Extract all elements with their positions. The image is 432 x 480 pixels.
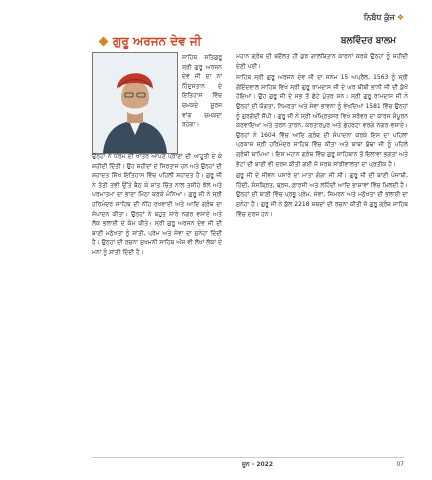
page-number: 07 xyxy=(396,461,404,468)
author-photo xyxy=(92,52,178,154)
article-right-column xyxy=(236,52,408,452)
article-left-column xyxy=(92,152,222,452)
right-paragraph-1: ਮਹਾਨ ਗ੍ਰੰਥ ਦੀ ਬਦੌਲਤ ਹੀ ਕੁਝ ਗਾਲਬਿਤਾਨ ਕਾਰਨਾਂ ਕਰਕੇ ਉਨ੍ਹਾਂ ਨੂੰ ਸ਼ਹੀਦੀ ਦੇਣੀ ਪਈ। xyxy=(236,53,408,70)
author-name: ਬਲਵਿੰਦਰ ਬਾਲਮ xyxy=(340,36,396,46)
left-column-paragraph: ਉਨ੍ਹਾਂ ਨੇ ਧਰਮ ਦੀ ਖਾਤਰ ਆਪਣੇ ਪ੍ਰਾਣਾਂ ਦੀ ਆਹੂਤੀ ਦੇ ਕੇ ਸ਼ਹੀਦੀ ਦਿੱਤੀ। ਉਹ ਸ਼ਹੀਦਾਂ ਦੇ ਸਿਰਤਾਜ ਹਨ ਅਤੇ ਉਨ੍ਹਾਂ ਦੀ ਸ਼ਹਾਦਤ ਸਿੱਖ ਇਤਿਹਾਸ ਵਿੱਚ ਪਹਿਲੀ ਸ਼ਹਾਦਤ ਹੈ। ਗੁਰੂ ਜੀ ਨੇ ਤੱਤੀ ਤਵੀ ਉੱਤੇ ਬੈਠ ਕੇ ਸ਼ਾਂਤ ਚਿੱਤ ਨਾਲ ਤਸੀਹੇ ਝੱਲੇ ਅਤੇ ਪਰਮਾਤਮਾ ਦਾ ਭਾਣਾ ਮਿੱਠਾ ਕਰਕੇ ਮੰਨਿਆ। ਗੁਰੂ ਜੀ ਨੇ ਸ੍ਰੀ ਹਰਿਮੰਦਰ ਸਾਹਿਬ ਦੀ ਨੀਂਹ ਰਖਵਾਈ ਅਤੇ ਆਦਿ ਗ੍ਰੰਥ ਦਾ ਸੰਪਾਦਨ ਕੀਤਾ। ਉਨ੍ਹਾਂ ਨੇ ਬਹੁਤ ਸਾਰੇ ਨਗਰ ਵਸਾਏ ਅਤੇ ਲੋਕ ਭਲਾਈ ਦੇ ਕੰਮ ਕੀਤੇ। ਸ੍ਰੀ ਗੁਰੂ ਅਰਜਨ ਦੇਵ ਜੀ ਦੀ ਬਾਣੀ ਮਨੁੱਖਤਾ ਨੂੰ ਸ਼ਾਂਤੀ, ਪ੍ਰੇਮ ਅਤੇ ਸੇਵਾ ਦਾ ਸੁਨੇਹਾ ਦਿੰਦੀ ਹੈ। ਉਨ੍ਹਾਂ ਦੀ ਰਚਨਾ ਸੁਖਮਨੀ ਸਾਹਿਬ ਅੱਜ ਵੀ ਲੱਖਾਂ ਲੋਕਾਂ ਦੇ ਮਨਾਂ ਨੂੰ ਸ਼ਾਂਤੀ ਦਿੰਦੀ ਹੈ। xyxy=(92,153,222,256)
article-intro xyxy=(182,53,222,149)
article-title: ਗੁਰੂ ਅਰਜਨ ਦੇਵ ਜੀ xyxy=(113,34,202,48)
author-portrait-icon xyxy=(93,53,177,153)
footer-divider xyxy=(92,457,404,458)
section-label: ਨਿਬੰਧ ਕੁੰਜ xyxy=(363,13,395,22)
intro-paragraph: ਸਾਹਿਬ ਸਤਿਗੁਰੂ ਸ੍ਰੀ ਗੁਰੂ ਅਰਜਨ ਦੇਵ ਜੀ ਦਾ ਨਾਂ ਹਿੰਦੁਸਤਾਨ ਦੇ ਇਤਿਹਾਸ ਵਿੱਚ ਚਮਕਦੇ ਸੂਰਜ ਵਾਂਗ ਚਮਕਦਾ ਰਹੇਗਾ। xyxy=(182,54,222,129)
section-header xyxy=(364,13,404,23)
issue-date: ਜੂਨ - 2022 xyxy=(242,461,274,468)
right-paragraph-2: ਸਾਹਿਬ ਸ੍ਰੀ ਗੁਰੂ ਅਰਜਨ ਦੇਵ ਜੀ ਦਾ ਜਨਮ 15 ਅਪ੍ਰੈਲ, 1563 ਨੂੰ ਸ੍ਰੀ ਗੋਇੰਦਵਾਲ ਸਾਹਿਬ ਵਿਖੇ ਸ੍ਰੀ ਗੁਰੂ ਰਾਮਦਾਸ ਜੀ ਦੇ ਘਰ ਬੀਬੀ ਭਾਨੀ ਜੀ ਦੀ ਕੁੱਖੋਂ ਹੋਇਆ। ਉਹ ਗੁਰੂ ਜੀ ਦੇ ਸਭ ਤੋਂ ਛੋਟੇ ਪੁੱਤਰ ਸਨ। ਸ੍ਰੀ ਗੁਰੂ ਰਾਮਦਾਸ ਜੀ ਨੇ ਉਨ੍ਹਾਂ ਦੀ ਯੋਗਤਾ, ਨਿਮਰਤਾ ਅਤੇ ਸੇਵਾ ਭਾਵਨਾ ਨੂੰ ਵੇਖਦਿਆਂ 1581 ਵਿੱਚ ਉਨ੍ਹਾਂ ਨੂੰ ਗੁਰਗੱਦੀ ਸੌਂਪੀ। ਗੁਰੂ ਜੀ ਨੇ ਸ੍ਰੀ ਅੰਮ੍ਰਿਤਸਰ ਵਿਖੇ ਸਰੋਵਰ ਦਾ ਕਾਰਜ ਸੰਪੂਰਨ ਕਰਵਾਇਆ ਅਤੇ ਤਰਨ ਤਾਰਨ, ਕਰਤਾਰਪੁਰ ਅਤੇ ਛੇਹਰਟਾ ਵਰਗੇ ਨਗਰ ਵਸਾਏ। ਉਨ੍ਹਾਂ ਨੇ 1604 ਵਿੱਚ ਆਦਿ ਗ੍ਰੰਥ ਦੀ ਸੰਪਾਦਨਾ ਕਰਕੇ ਇਸ ਦਾ ਪਹਿਲਾ ਪ੍ਰਕਾਸ਼ ਸ੍ਰੀ ਹਰਿਮੰਦਰ ਸਾਹਿਬ ਵਿੱਚ ਕੀਤਾ ਅਤੇ ਬਾਬਾ ਬੁੱਢਾ ਜੀ ਨੂੰ ਪਹਿਲੇ ਗ੍ਰੰਥੀ ਥਾਪਿਆ। ਇਸ ਮਹਾਨ ਗ੍ਰੰਥ ਵਿੱਚ ਗੁਰੂ ਸਾਹਿਬਾਨ ਤੋਂ ਇਲਾਵਾ ਭਗਤਾਂ ਅਤੇ ਭੱਟਾਂ ਦੀ ਬਾਣੀ ਵੀ ਦਰਜ ਕੀਤੀ ਗਈ ਜੋ ਸਰਬ ਸਾਂਝੀਵਾਲਤਾ ਦਾ ਪ੍ਰਤੀਕ ਹੈ। xyxy=(236,74,408,168)
page-footer xyxy=(92,461,404,469)
section-ornament-icon: ❖ xyxy=(396,13,404,22)
article-title-row xyxy=(100,34,201,49)
title-diamond-icon xyxy=(99,37,109,47)
right-paragraph-3: ਗੁਰੂ ਜੀ ਦੇ ਜੀਵਨ ਪਸਾਰੇ ਦਾ ਮਾਤਾ ਗੰਗਾ ਜੀ ਸੀ। ਗੁਰੂ ਜੀ ਦੀ ਬਾਣੀ ਪੰਜਾਬੀ, ਹਿੰਦੀ, ਸੰਸਕ੍ਰਿਤ, ਬ੍ਰਜ, ਫ਼ਾਰਸੀ ਅਤੇ ਲਹਿੰਦੀ ਆਦਿ ਭਾਸ਼ਾਵਾਂ ਵਿੱਚ ਮਿਲਦੀ ਹੈ। ਉਨ੍ਹਾਂ ਦੀ ਬਾਣੀ ਵਿੱਚ ਪ੍ਰਭੂ ਪ੍ਰੇਮ, ਸੇਵਾ, ਸਿਮਰਨ ਅਤੇ ਮਨੁੱਖਤਾ ਦੀ ਭਲਾਈ ਦਾ ਸੁਨੇਹਾ ਹੈ। ਗੁਰੂ ਜੀ ਨੇ ਕੁੱਲ 2218 ਸ਼ਬਦਾਂ ਦੀ ਰਚਨਾ ਕੀਤੀ ਜੋ ਗੁਰੂ ਗ੍ਰੰਥ ਸਾਹਿਬ ਵਿੱਚ ਦਰਜ ਹਨ। xyxy=(236,172,408,218)
